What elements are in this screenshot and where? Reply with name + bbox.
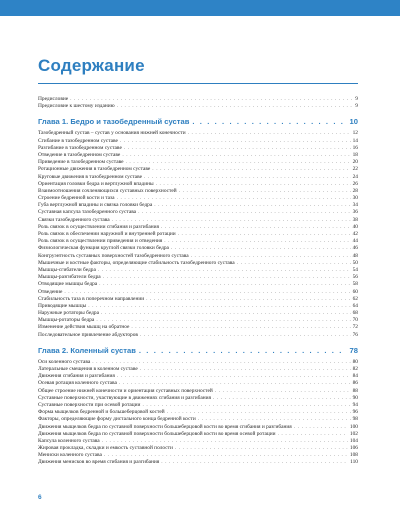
dot-leader	[192, 116, 346, 128]
dot-leader	[294, 424, 348, 431]
toc-entry-page: 94	[352, 401, 358, 408]
dot-leader	[126, 159, 351, 166]
toc-entry[interactable]	[38, 332, 358, 339]
dot-leader	[119, 380, 351, 387]
toc-entry[interactable]	[38, 324, 358, 331]
toc-entry[interactable]	[38, 289, 358, 296]
toc-entry-page: 76	[352, 331, 358, 338]
toc-entry-page: 84	[352, 373, 358, 380]
toc-entry-label: Наружные ротаторы бедра	[38, 310, 99, 317]
toc-entry-label: Разгибание в тазобедренном суставе	[38, 144, 122, 151]
toc-entry-page: 102	[349, 430, 358, 437]
chapter-list	[38, 116, 358, 466]
toc-entry-label: Губа вертлужной впадины и связка головки бедра	[38, 202, 153, 209]
toc-entry-label: Мышцы-сгибатели бедра	[38, 266, 96, 273]
toc-entry[interactable]	[38, 395, 358, 402]
toc-entry[interactable]	[38, 166, 358, 173]
dot-leader	[215, 388, 351, 395]
toc-entry-page: 42	[352, 231, 358, 237]
dot-leader	[161, 224, 351, 231]
dot-leader	[122, 152, 350, 159]
dot-leader	[142, 402, 350, 409]
toc-entry[interactable]	[38, 217, 358, 224]
dot-leader	[101, 310, 351, 317]
toc-entry-label: Приведение в тазобедренном суставе	[38, 159, 124, 166]
toc-entry[interactable]	[38, 231, 358, 238]
toc-entry-label: Стабильность таза в поперечном направлении	[38, 295, 145, 302]
chapter-heading[interactable]	[38, 345, 358, 357]
toc-entry-label: Связки тазобедренного сустава	[38, 216, 110, 223]
toc-entry-page: 38	[352, 216, 358, 223]
toc-entry[interactable]	[38, 245, 358, 252]
toc-entry[interactable]	[38, 138, 358, 145]
toc-entry-label: Строение бедренной кости и таза	[38, 195, 115, 202]
toc-entry-label: Мышцы-ротаторы бедра	[38, 317, 95, 324]
toc-entry[interactable]	[38, 260, 358, 267]
toc-entry[interactable]	[38, 424, 358, 431]
toc-entry-label: Мышечные и костные факторы, определяющие стабильность тазобедренного сустава	[38, 259, 235, 266]
chapter-title: Глава 1. Бедро и тазобедренный сустав	[38, 117, 190, 127]
toc-entry[interactable]	[38, 181, 358, 188]
toc-entry-page: 86	[352, 380, 358, 387]
toc-entry[interactable]	[38, 281, 358, 288]
table-of-contents	[38, 96, 358, 467]
dot-leader	[117, 373, 351, 380]
dot-leader	[152, 166, 350, 173]
toc-entry[interactable]	[38, 253, 358, 260]
toc-entry-page: 68	[352, 310, 358, 317]
toc-entry[interactable]	[38, 388, 358, 395]
toc-entry-preface[interactable]	[38, 96, 358, 103]
toc-entry-label: Форма мыщелков бедренной и большеберцовой костей	[38, 409, 165, 416]
dot-leader	[278, 431, 348, 438]
toc-entry-page: 44	[352, 238, 358, 245]
toc-entry-label: Последовательное привлечение абдукторов	[38, 331, 138, 338]
dot-leader	[124, 145, 351, 152]
toc-entry-label: Суставная капсула тазобедренного сустава	[38, 209, 137, 216]
toc-entry-page: 60	[352, 288, 358, 295]
toc-entry-page: 70	[352, 317, 358, 324]
toc-entry-preface-sixth-edition[interactable]	[38, 103, 358, 110]
toc-entry[interactable]	[38, 130, 358, 137]
toc-entry-page: 64	[352, 302, 358, 309]
toc-entry-label: Мышцы-разгибатели бедра	[38, 274, 101, 281]
toc-entry[interactable]	[38, 188, 358, 195]
chapter-page: 10	[349, 117, 358, 127]
dot-leader	[188, 130, 351, 137]
dot-leader	[154, 202, 350, 209]
toc-entry-page: 40	[352, 223, 358, 230]
toc-entry-page: 36	[352, 209, 358, 216]
toc-entry-page: 18	[352, 151, 358, 158]
toc-entry-page: 62	[352, 295, 358, 302]
toc-entry-label: Роль связок в обеспечении наружной и внутренней ротации	[38, 231, 176, 237]
toc-entry[interactable]	[38, 416, 358, 423]
toc-entry[interactable]	[38, 431, 358, 438]
dot-leader	[112, 217, 351, 224]
toc-entry-label: Конгруэнтность суставных поверхностей тазобедренного сустава	[38, 252, 189, 259]
dot-leader	[120, 138, 351, 145]
dot-leader	[92, 359, 350, 366]
toc-entry-label: Суставные поверхности, участвующие в движениях сгибания и разгибания	[38, 394, 212, 401]
toc-entry-page: 58	[352, 281, 358, 288]
dot-leader	[179, 188, 351, 195]
toc-entry[interactable]	[38, 438, 358, 445]
dot-leader	[117, 103, 354, 110]
toc-entry-label: Движения менисков во время сгибания и разгибания	[38, 459, 160, 466]
toc-entry-label: Предисловие	[38, 96, 69, 102]
toc-entry-page: 56	[352, 274, 358, 281]
toc-entry[interactable]	[38, 380, 358, 387]
toc-entry-label: Тазобедренный сустав – сустав у основания нижней конечности	[38, 130, 186, 137]
chapter-page: 78	[349, 345, 358, 355]
toc-entry-label: Ротационные движения в тазобедренном суставе	[38, 166, 151, 173]
toc-entry[interactable]	[38, 209, 358, 216]
toc-entry-label: Капсула коленного сустава	[38, 437, 100, 444]
toc-entry-page: 9	[355, 96, 358, 102]
toc-entry-page: 104	[349, 437, 358, 444]
toc-entry[interactable]	[38, 224, 358, 231]
dot-leader	[98, 267, 351, 274]
dot-leader	[131, 324, 350, 331]
toc-entry-page: 88	[352, 387, 358, 394]
toc-entry-page: 30	[352, 195, 358, 202]
toc-entry-label: Роль связок в осуществлении сгибания и разгибания	[38, 223, 159, 230]
toc-entry[interactable]	[38, 296, 358, 303]
toc-entry-page: 110	[350, 459, 358, 466]
toc-entry-label: Ориентация головки бедра и вертлужной впадины	[38, 180, 154, 187]
toc-entry-label: Предисловие к шестому изданию	[38, 103, 115, 110]
dot-leader	[139, 345, 347, 357]
toc-entry-page: 106	[349, 445, 358, 452]
dot-leader	[161, 459, 348, 466]
dot-leader	[144, 174, 351, 181]
toc-entry-label: Мениски коленного сустава	[38, 452, 102, 459]
header-color-bar	[0, 0, 400, 16]
dot-leader	[96, 317, 350, 324]
dot-leader	[164, 238, 350, 245]
toc-entry[interactable]	[38, 373, 358, 380]
toc-entry-page: 16	[352, 144, 358, 151]
toc-entry-page: 9	[355, 103, 358, 110]
toc-entry-page: 48	[352, 252, 358, 259]
toc-entry-page: 108	[349, 452, 358, 459]
page-title: Содержание	[38, 56, 145, 75]
toc-entry-page: 50	[352, 259, 358, 266]
toc-entry-label: Оси коленного сустава	[38, 358, 91, 365]
toc-entry-page: 14	[352, 137, 358, 144]
toc-entry-page: 24	[352, 173, 358, 180]
toc-entry[interactable]	[38, 174, 358, 181]
toc-entry-page: 20	[352, 159, 358, 166]
dot-leader	[64, 289, 350, 296]
dot-leader	[99, 281, 350, 288]
toc-entry[interactable]	[38, 459, 358, 466]
toc-entry-page: 98	[352, 416, 358, 423]
toc-entry-label: Отведение в тазобедренном суставе	[38, 151, 121, 158]
toc-entry-page: 82	[352, 366, 358, 372]
toc-entry-label: Жировая прокладка, складки и емкость суставной полости	[38, 445, 173, 452]
dot-leader	[88, 303, 350, 310]
dot-leader	[102, 438, 348, 445]
toc-entry-page: 80	[352, 358, 358, 365]
dot-leader	[103, 274, 351, 281]
toc-entry-label: Латеральные смещения в коленном суставе	[38, 366, 138, 372]
dot-leader	[146, 296, 351, 303]
dot-leader	[175, 445, 348, 452]
dot-leader	[156, 181, 351, 188]
dot-leader	[213, 395, 351, 402]
chapter-title: Глава 2. Коленный сустав	[38, 345, 136, 355]
toc-entry-label: Движения мыщелков бедра по суставной поверхности большеберцовой кости во время осевой ротации	[38, 430, 276, 437]
dot-leader	[237, 260, 351, 267]
toc-entry-label: Движения мыщелков бедра по суставной поверхности большеберцовой кости во время сгибания и разгибания	[38, 423, 292, 430]
dot-leader	[138, 209, 351, 216]
toc-entry-page: 26	[352, 180, 358, 187]
toc-entry-label: Приводящие мышцы	[38, 302, 87, 309]
toc-entry-label: Взаимоотношения сочленяющихся суставных поверхностей	[38, 187, 177, 194]
toc-entry-page: 46	[352, 245, 358, 252]
toc-entry-page: 72	[352, 324, 358, 331]
toc-entry-label: Отведение	[38, 288, 63, 295]
toc-entry-page: 100	[349, 423, 358, 430]
page-number: 6	[38, 494, 42, 501]
toc-entry-label: Физиологическая функция круглой связки головки бедра	[38, 245, 169, 252]
dot-leader	[171, 245, 351, 252]
dot-leader	[70, 96, 353, 103]
toc-entry-label: Общее строение нижней конечности и ориентация суставных поверхностей	[38, 387, 213, 394]
toc-entry[interactable]	[38, 303, 358, 310]
toc-entry-page: 34	[352, 202, 358, 209]
toc-entry-label: Роль связок в осуществлении приведения и отведения	[38, 238, 163, 245]
chapter-heading[interactable]	[38, 116, 358, 128]
toc-entry-label: Круговые движения в тазобедренном суставе	[38, 173, 142, 180]
dot-leader	[140, 332, 351, 339]
toc-entry[interactable]	[38, 445, 358, 452]
toc-entry-label: Сгибание в тазобедренном суставе	[38, 137, 118, 144]
toc-entry-page: 12	[352, 130, 358, 137]
dot-leader	[198, 416, 351, 423]
dot-leader	[140, 366, 351, 373]
toc-entry-page: 96	[352, 409, 358, 416]
title-divider	[38, 83, 358, 84]
toc-entry-label: Факторы, определяющие форму дистального конца бедренной кости	[38, 416, 196, 423]
toc-entry-label: Суставные поверхности при осевой ротации	[38, 401, 141, 408]
toc-entry-label: Изменение действия мышц на обратное	[38, 324, 130, 331]
toc-entry-page: 90	[352, 394, 358, 401]
toc-entry-page: 28	[352, 187, 358, 194]
toc-entry-page: 22	[352, 166, 358, 173]
toc-entry-label: Осевая ротация коленного сустава	[38, 380, 117, 387]
toc-entry[interactable]	[38, 359, 358, 366]
toc-entry-page: 54	[352, 266, 358, 273]
dot-leader	[178, 231, 351, 238]
dot-leader	[191, 253, 351, 260]
toc-entry[interactable]	[38, 145, 358, 152]
toc-entry-label: Движения сгибания и разгибания	[38, 373, 115, 380]
toc-entry-label: Отводящие мышцы бедра	[38, 281, 98, 288]
